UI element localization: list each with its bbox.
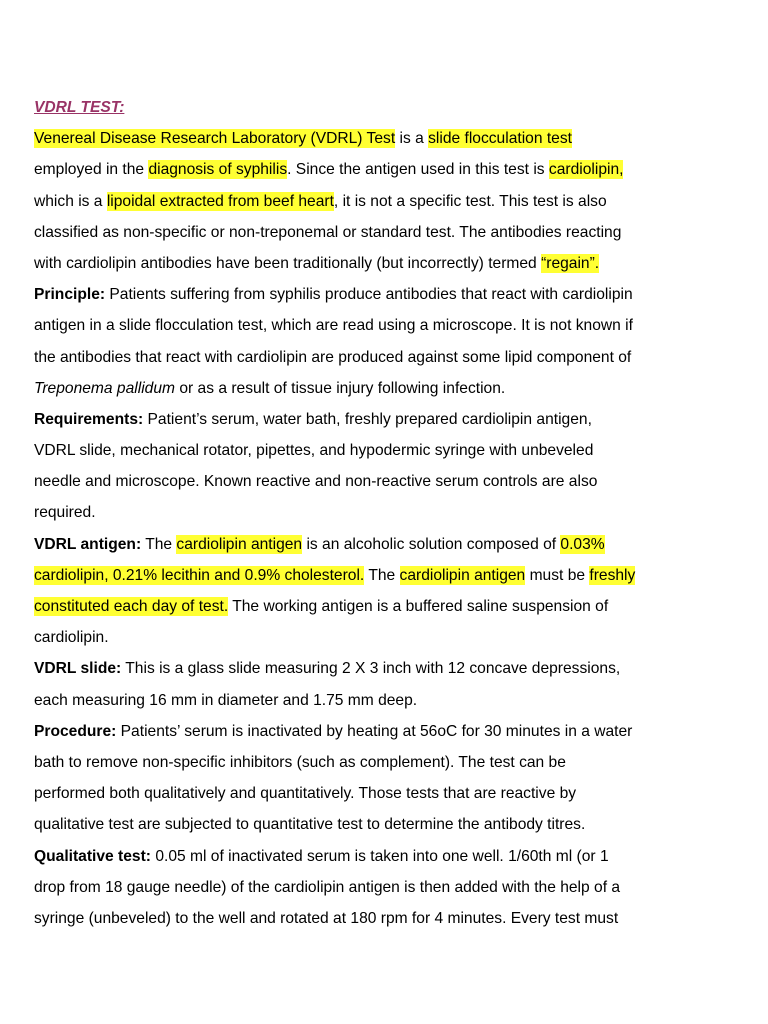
highlight-slide-flocculation: slide flocculation test xyxy=(428,130,572,148)
requirements-label: Requirements: xyxy=(34,410,144,428)
text-span: classified as non-specific or non-treponemal or standard test. The antibodies reacting xyxy=(34,223,622,241)
principle-label: Principle: xyxy=(34,286,106,304)
slide-label: VDRL slide: xyxy=(34,660,122,678)
text-span: drop from 18 gauge needle) of the cardiolipin antigen is then added with the help of a xyxy=(34,878,621,896)
text-span: This is a glass slide measuring 2 X 3 inch with 12 concave depressions, xyxy=(121,660,621,678)
text-span: bath to remove non-specific inhibitors (such as complement). The test can be xyxy=(34,753,566,771)
text-span: needle and microscope. Known reactive and non-reactive serum controls are also xyxy=(34,473,598,491)
requirements-line-4 xyxy=(34,497,754,528)
text-span: The working antigen is a buffered saline suspension of xyxy=(228,598,609,615)
text-span: performed both qualitatively and quantitatively. Those tests that are reactive by xyxy=(34,785,577,803)
highlight-constituted: constituted each day of test. xyxy=(34,598,229,615)
principle-line-4 xyxy=(34,373,754,404)
principle-line-3 xyxy=(34,342,754,373)
requirements-line-3 xyxy=(34,466,754,497)
text-span: required. xyxy=(34,504,96,522)
species-name: Treponema pallidum xyxy=(34,379,175,397)
title-line xyxy=(34,92,754,123)
text-span: Patient’s serum, water bath, freshly prepared cardiolipin antigen, xyxy=(143,410,592,428)
text-span: is a xyxy=(395,130,429,148)
text-span: cardiolipin. xyxy=(34,629,109,647)
highlight-cardiolipin: cardiolipin, xyxy=(548,161,624,179)
text-span: antigen in a slide flocculation test, which are read using a microscope. It is not known if xyxy=(34,317,633,335)
highlight-freshly: freshly xyxy=(589,566,636,584)
antigen-line-2 xyxy=(34,560,754,591)
text-span: Patients’ serum is inactivated by heating at 56oC for 30 minutes in a water xyxy=(116,722,633,740)
qualitative-label: Qualitative test: xyxy=(34,847,151,865)
highlight-composition-start: 0.03% xyxy=(560,535,605,553)
highlight-cardiolipin-antigen: cardiolipin antigen xyxy=(399,566,526,584)
intro-line-2 xyxy=(34,154,754,185)
intro-line-1 xyxy=(34,123,754,154)
text-span: 0.05 ml of inactivated serum is taken into one well. 1/60th ml (or 1 xyxy=(150,847,609,865)
text-span: each measuring 16 mm in diameter and 1.75 mm deep. xyxy=(34,691,418,709)
procedure-line-2 xyxy=(34,747,754,778)
text-span: employed in the xyxy=(34,161,149,179)
slide-line-1 xyxy=(34,653,754,684)
text-span: syringe (unbeveled) to the well and rotated at 180 rpm for 4 minutes. Every test must xyxy=(34,909,619,927)
requirements-line-2 xyxy=(34,435,754,466)
text-span: the antibodies that react with cardiolipin are produced against some lipid component of xyxy=(34,348,632,366)
text-span: or as a result of tissue injury following infection. xyxy=(175,379,506,397)
antigen-line-1 xyxy=(34,529,754,560)
text-span: which is a xyxy=(34,192,107,210)
qualitative-line-2 xyxy=(34,872,754,903)
antigen-line-3 xyxy=(34,591,754,622)
procedure-label: Procedure: xyxy=(34,722,117,740)
intro-line-4 xyxy=(34,217,754,248)
highlight-vdrl-name: Venereal Disease Research Laboratory (VDRL) Test xyxy=(34,130,396,148)
text-span: Patients suffering from syphilis produce antibodies that react with cardiolipin xyxy=(105,286,633,304)
procedure-line-4 xyxy=(34,809,754,840)
text-span: , it is not a specific test. This test is also xyxy=(333,192,607,210)
highlight-cardiolipin-antigen: cardiolipin antigen xyxy=(176,535,303,553)
procedure-line-1 xyxy=(34,716,754,747)
text-span: VDRL slide, mechanical rotator, pipettes, and hypodermic syringe with unbeveled xyxy=(34,442,594,460)
highlight-lipoidal: lipoidal extracted from beef heart xyxy=(106,192,334,210)
qualitative-line-3 xyxy=(34,903,754,934)
text-span: The xyxy=(364,566,400,584)
intro-line-3 xyxy=(34,186,754,217)
highlight-diagnosis: diagnosis of syphilis xyxy=(148,161,288,179)
procedure-line-3 xyxy=(34,778,754,809)
highlight-regain: “regain”. xyxy=(541,254,600,272)
principle-line-1 xyxy=(34,279,754,310)
antigen-line-4 xyxy=(34,622,754,653)
text-span: with cardiolipin antibodies have been traditionally (but incorrectly) termed xyxy=(34,254,542,272)
principle-line-2 xyxy=(34,310,754,341)
highlight-composition: cardiolipin, 0.21% lecithin and 0.9% cholesterol. xyxy=(34,566,365,584)
text-span: must be xyxy=(525,566,590,584)
text-span: . Since the antigen used in this test is xyxy=(287,161,549,179)
text-span: The xyxy=(141,535,177,553)
text-span: qualitative test are subjected to quantitative test to determine the antibody titres. xyxy=(34,816,586,834)
slide-line-2 xyxy=(34,685,754,716)
antigen-label: VDRL antigen: xyxy=(34,535,142,553)
document-body xyxy=(34,92,754,934)
doc-title: VDRL TEST: xyxy=(34,99,125,116)
intro-line-5 xyxy=(34,248,754,279)
text-span: is an alcoholic solution composed of xyxy=(302,535,561,553)
requirements-line-1 xyxy=(34,404,754,435)
qualitative-line-1 xyxy=(34,841,754,872)
